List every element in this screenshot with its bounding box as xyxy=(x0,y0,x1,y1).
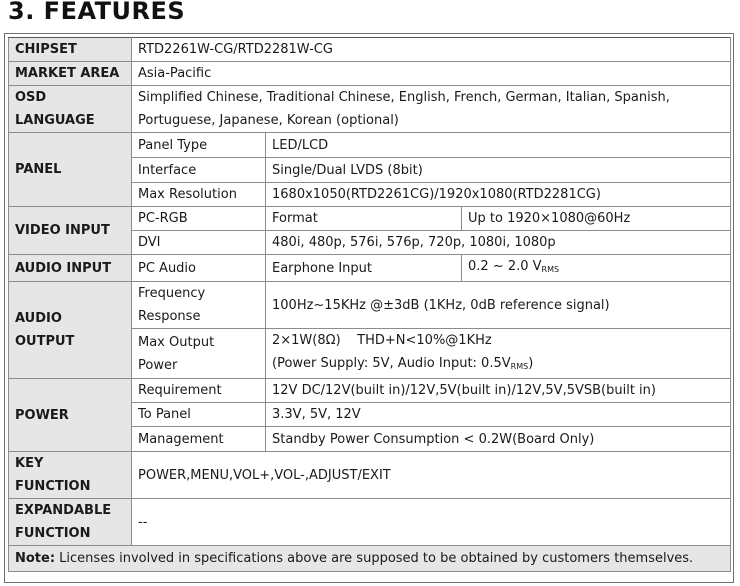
note xyxy=(9,546,731,572)
osd-language-label: OSD LANGUAGE xyxy=(9,86,132,133)
key-function-label: KEY FUNCTION xyxy=(9,452,132,499)
key-function-value: POWER,MENU,VOL+,VOL-,ADJUST/EXIT xyxy=(132,452,731,499)
panel-type-label: Panel Type xyxy=(132,133,266,158)
management-label: Management xyxy=(132,427,266,452)
frequency-response-value: 100Hz~15KHz @±3dB (1KHz, 0dB reference signal) xyxy=(266,282,731,329)
table-row xyxy=(9,207,731,231)
pc-rgb-format-label: Format xyxy=(266,207,462,231)
video-input-label: VIDEO INPUT xyxy=(9,207,132,255)
table-row xyxy=(9,546,731,572)
earphone-input-value: 0.2 ~ 2.0 $V_{RMS}$ xyxy=(462,255,731,282)
market-area-label: MARKET AREA xyxy=(9,62,132,86)
frequency-response-label: Frequency Response xyxy=(132,282,266,329)
table-row xyxy=(9,133,731,158)
table-row xyxy=(9,379,731,403)
expandable-function-label: EXPANDABLE FUNCTION xyxy=(9,499,132,546)
power-label: POWER xyxy=(9,379,132,452)
chipset-value: RTD2261W-CG/RTD2281W-CG xyxy=(132,38,731,62)
osd-language-value: Simplified Chinese, Traditional Chinese, English, French, German, Italian, Spanish, Portuguese, Japanese, Korean (optional) xyxy=(132,86,731,133)
dvi-value: 480i, 480p, 576i, 576p, 720p, 1080i, 1080p xyxy=(266,231,731,255)
dvi-label: DVI xyxy=(132,231,266,255)
panel-label: PANEL xyxy=(9,133,132,207)
table-row xyxy=(9,282,731,329)
max-output-power-label: Max Output Power xyxy=(132,329,266,379)
panel-type-value: LED/LCD xyxy=(266,133,731,158)
note-label: Note: xyxy=(15,551,56,566)
management-value: Standby Power Consumption < 0.2W(Board Only) xyxy=(266,427,731,452)
max-output-power-value: 2×1W(8Ω) THD+N<10%@1KHz (Power Supply: 5V, Audio Input: $0.5V_{RMS}$) xyxy=(266,329,731,379)
requirement-label: Requirement xyxy=(132,379,266,403)
audio-input-label: AUDIO INPUT xyxy=(9,255,132,282)
interface-label: Interface xyxy=(132,158,266,183)
requirement-value: 12V DC/12V(built in)/12V,5V(built in)/12V,5V,5VSB(built in) xyxy=(266,379,731,403)
max-resolution-label: Max Resolution xyxy=(132,183,266,207)
pc-audio-label: PC Audio xyxy=(132,255,266,282)
pc-rgb-format-value: Up to 1920×1080@60Hz xyxy=(462,207,731,231)
chipset-label: CHIPSET xyxy=(9,38,132,62)
table-row xyxy=(9,255,731,282)
expandable-function-value: -- xyxy=(132,499,731,546)
earphone-input-label: Earphone Input xyxy=(266,255,462,282)
features-table xyxy=(8,37,731,572)
audio-output-label: AUDIO OUTPUT xyxy=(9,282,132,379)
to-panel-label: To Panel xyxy=(132,403,266,427)
to-panel-value: 3.3V, 5V, 12V xyxy=(266,403,731,427)
table-row xyxy=(9,452,731,499)
page-title: 3. FEATURES xyxy=(8,0,186,25)
max-resolution-value: 1680x1050(RTD2261CG)/1920x1080(RTD2281CG) xyxy=(266,183,731,207)
market-area-value: Asia-Pacific xyxy=(132,62,731,86)
interface-value: Single/Dual LVDS (8bit) xyxy=(266,158,731,183)
table-row xyxy=(9,499,731,546)
table-row xyxy=(9,86,731,133)
note-text: Licenses involved in specifications above are supposed to be obtained by customers themselves. xyxy=(55,551,694,566)
pc-rgb-label: PC-RGB xyxy=(132,207,266,231)
table-row xyxy=(9,38,731,62)
table-row xyxy=(9,62,731,86)
